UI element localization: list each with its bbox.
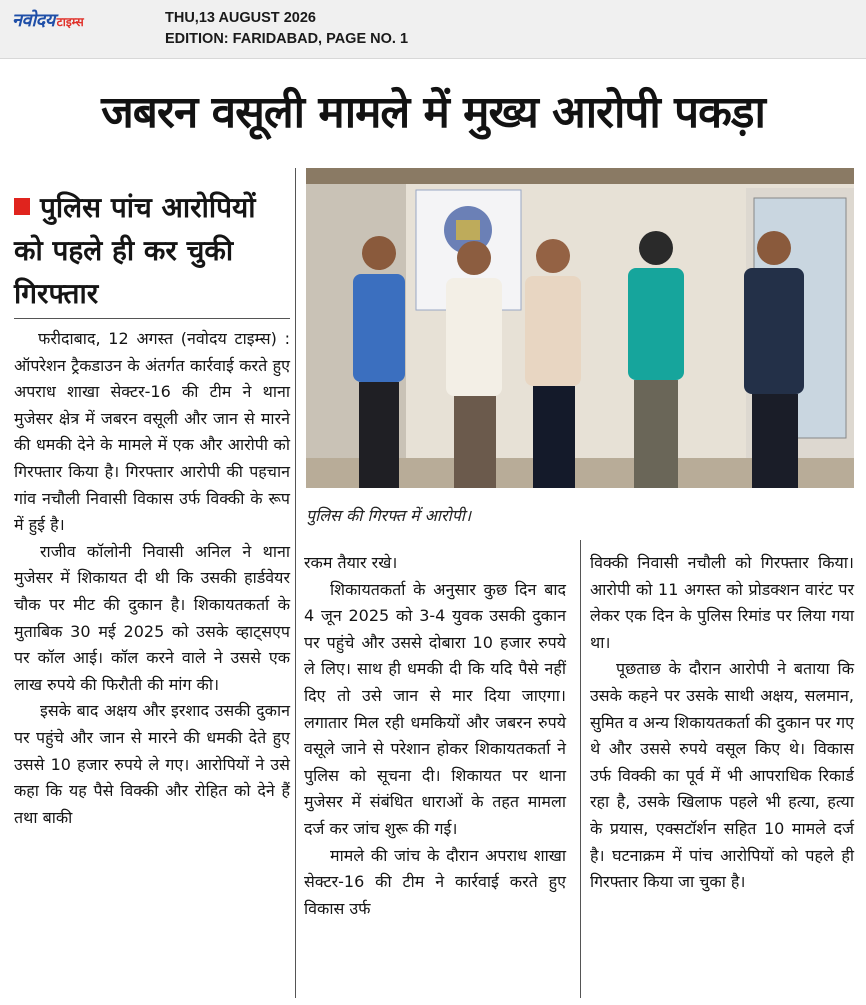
paragraph: फरीदाबाद, 12 अगस्त (नवोदय टाइम्स) : ऑपरेशन ट्रैकडाउन के अंतर्गत कार्रवाई करते हुए अपराध शाखा सेक्टर-16 की टीम ने थाना मुजेसर क्षेत्र में जबरन वसूली और जान से मारने की धमकी देने के मामले में एक और आरोपी को गिरफ्तार किया है। गिरफ्तार आरोपी की पहचान गांव नचौली निवासी विकास उर्फ विक्की के रूप में हुई है। xyxy=(14,329,290,535)
paragraph: रकम तैयार रखे। xyxy=(304,553,398,572)
column-rule-2 xyxy=(580,540,581,998)
logo-sub-text: टाइम्स xyxy=(56,15,84,29)
masthead-bar xyxy=(0,0,866,59)
sub-headline-rule xyxy=(14,318,290,319)
photo-caption: पुलिस की गिरफ्त में आरोपी। xyxy=(306,506,472,525)
paragraph: मामले की जांच के दौरान अपराध शाखा सेक्टर-16 की टीम ने कार्रवाई करते हुए विकास उर्फ xyxy=(304,845,566,918)
sub-headline-block xyxy=(14,186,289,315)
paragraph: राजीव कॉलोनी निवासी अनिल ने थाना मुजेसर में शिकायत दी थी कि उसकी हार्डवेयर चौक पर मीट की दुकान है। शिकायतकर्ता के मुताबिक 30 मई 2025 को उसके व्हाट्सएप पर कॉल आई। कॉल करने वाले ने उससे एक लाख रुपये की फिरौती की मांग की। xyxy=(14,541,290,694)
newspaper-logo xyxy=(12,8,84,30)
arrest-photo-illustration xyxy=(306,168,854,488)
edition-info xyxy=(165,8,408,50)
headline: जबरन वसूली मामले में मुख्य आरोपी पकड़ा xyxy=(101,87,765,138)
logo-main-text: नवोदय xyxy=(12,10,55,31)
paragraph: शिकायतकर्ता के अनुसार कुछ दिन बाद 4 जून 2025 को 3-4 युवक उसकी दुकान पर पहुंचे और उससे दोबारा 10 हजार रुपये ले लिए। साथ ही धमकी दी कि यदि पैसे नहीं दिए तो उसे जान से मार दिया जाएगा। लगातार मिल रही धमकियों और जबरन रुपये वसूले जाने से परेशान होकर शिकायतकर्ता ने पुलिस को सूचना दी। शिकायत पर थाना मुजेसर में संबंधित धाराओं के तहत मामला दर्ज कर जांच शुरू की गई। xyxy=(304,579,566,838)
article-column-3 xyxy=(590,550,854,896)
sub-headline: पुलिस पांच आरोपियों को पहले ही कर चुकी गिरफ्तार xyxy=(14,191,256,310)
article-column-2 xyxy=(304,550,566,922)
red-bullet-icon xyxy=(14,198,30,215)
news-photo xyxy=(306,168,854,488)
edition-page: EDITION: FARIDABAD, PAGE NO. 1 xyxy=(165,31,409,47)
paragraph: विक्की निवासी नचौली को गिरफ्तार किया। आरोपी को 11 अगस्त को प्रोडक्शन वारंट पर लेकर एक दिन के पुलिस रिमांड पर लिया गया था। xyxy=(590,553,854,652)
article-column-1 xyxy=(14,326,290,831)
issue-date: THU,13 AUGUST 2026 xyxy=(165,10,316,26)
paragraph: पूछताछ के दौरान आरोपी ने बताया कि उसके कहने पर उसके साथी अक्षय, सलमान, सुमित व अन्य शिकायतकर्ता की दुकान पर गए थे और उससे रुपये वसूल किए थे। विकास उर्फ विक्की का पूर्व में भी आपराधिक रिकार्ड रहा है, उसके खिलाफ पहले भी हत्या, हत्या के प्रयास, एक्सटॉर्शन सहित 10 मामले दर्ज है। घटनाक्रम में पांच आरोपियों को पहले ही गिरफ्तार किया जा चुका है। xyxy=(590,659,854,892)
column-rule-1 xyxy=(295,168,296,998)
paragraph: इसके बाद अक्षय और इरशाद उसकी दुकान पर पहुंचे और जान से मारने की धमकी देते हुए उससे 10 हजार रुपये ले गए। आरोपियों ने उसे कहा कि यह पैसे विक्की और रोहित को देने हैं तथा बाकी xyxy=(14,701,290,827)
